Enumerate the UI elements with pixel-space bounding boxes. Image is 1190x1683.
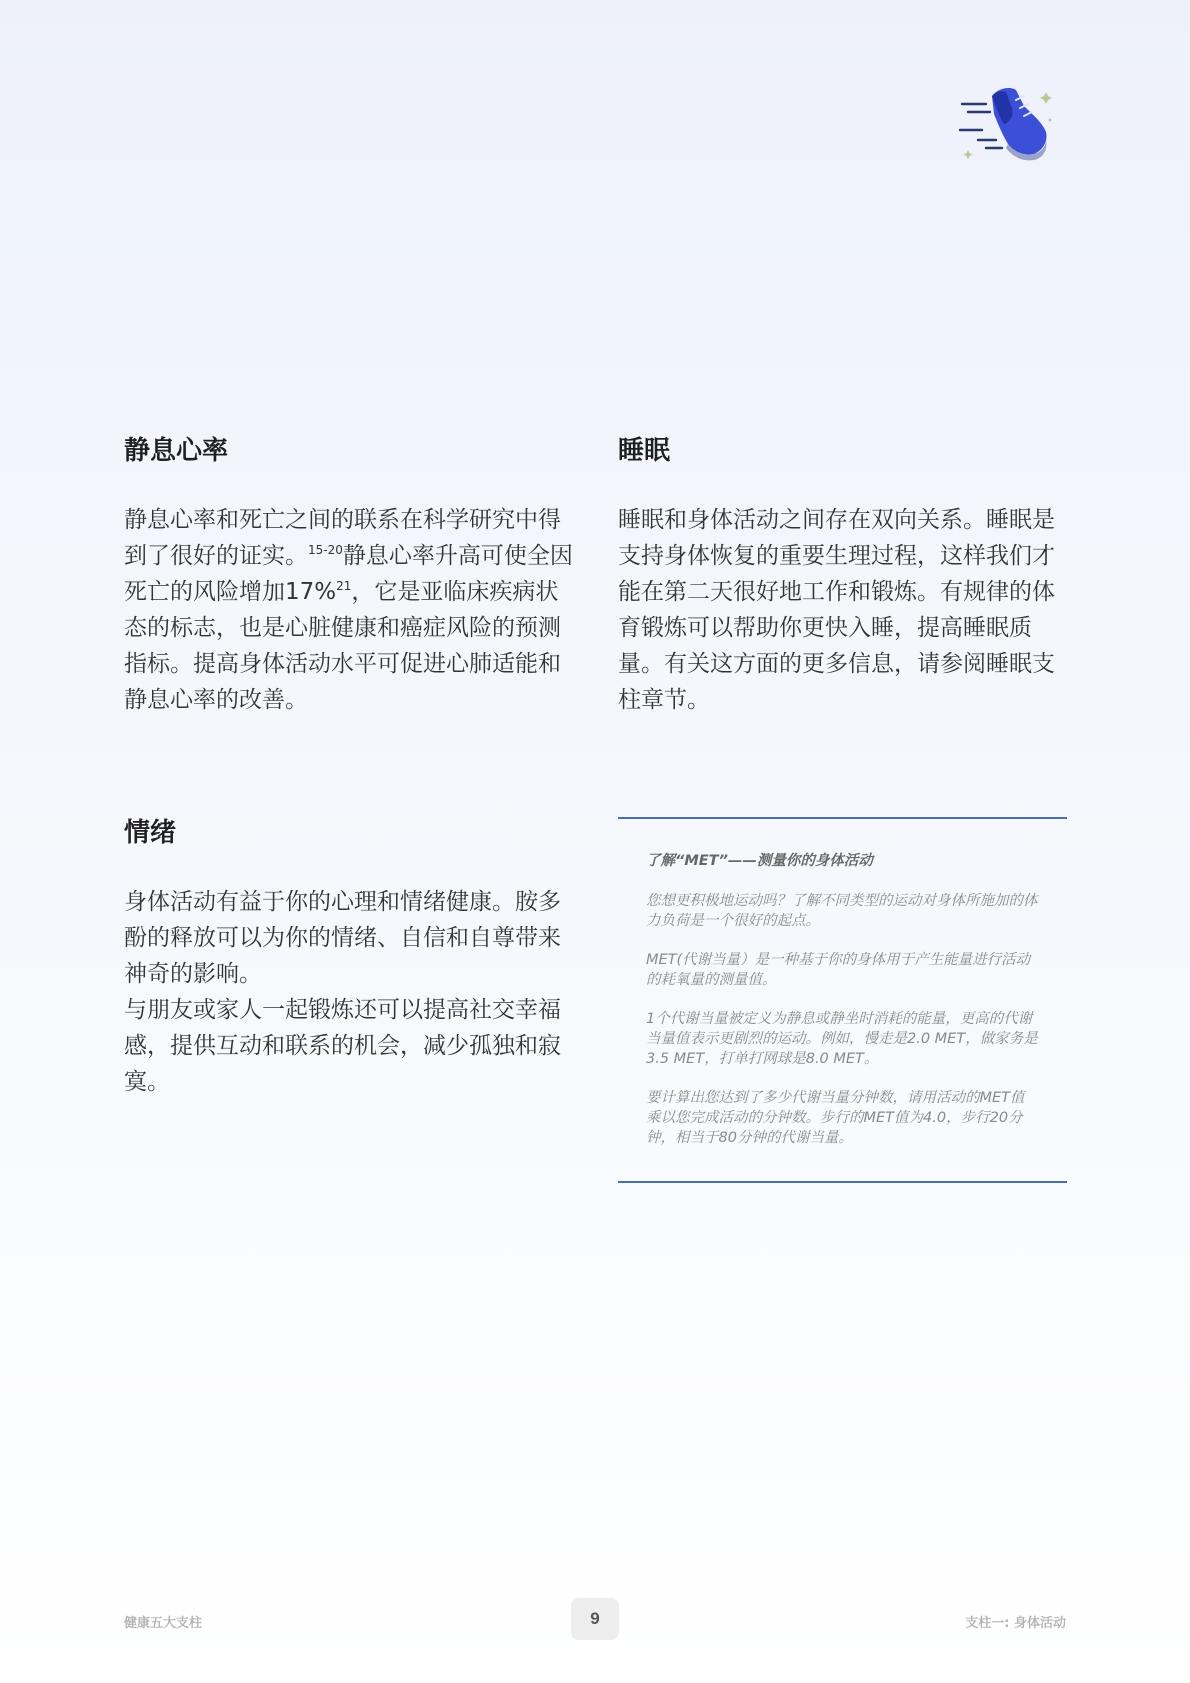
resting-heart-rate-text-c: ，它是亚临床疾病状态的标志，也是心脏健康和癌症风险的预测指标。提高身体活动水平可促进心肺适能和静息心率的改善。 xyxy=(124,579,561,713)
footer-chapter-title: 支柱一: 身体活动 xyxy=(965,1616,1066,1631)
running-shoe-icon xyxy=(958,84,1054,164)
met-info-paragraph: 要计算出您达到了多少代谢当量分钟数，请用活动的MET值乘以您完成活动的分钟数。步行的MET值为4.0，步行20分钟，相当于80分钟的代谢当量。 xyxy=(646,1090,1025,1146)
section-title-resting-heart-rate: 静息心率 xyxy=(124,436,229,466)
footer-document-title: 健康五大支柱 xyxy=(124,1616,203,1631)
resting-heart-rate-body xyxy=(124,502,574,718)
page-number: 9 xyxy=(571,1598,619,1640)
reference-superscript: 21 xyxy=(336,579,352,593)
reference-superscript: 15-20 xyxy=(308,543,343,557)
met-info-title: 了解“MET”——测量你的身体活动 xyxy=(646,853,873,869)
met-info-paragraph: MET(代谢当量）是一种基于你的身体用于产生能量进行活动的耗氧量的测量值。 xyxy=(646,952,1031,988)
resting-heart-rate-text-a: 静息心率和死亡之间的联系在科学研究中得到了很好的证实。 xyxy=(124,507,561,569)
section-title-mood: 情绪 xyxy=(124,818,177,848)
mood-body-paragraph-2: 与朋友或家人一起锻炼还可以提高社交幸福感，提供互动和联系的机会，减少孤独和寂寞。 xyxy=(124,997,561,1095)
resting-heart-rate-text-b: 静息心率升高可使全因死亡的风险增加17% xyxy=(124,543,573,605)
met-info-box xyxy=(618,817,1067,1183)
met-info-paragraph: 您想更积极地运动吗？了解不同类型的运动对身体所施加的体力负荷是一个很好的起点。 xyxy=(646,893,1038,929)
met-info-paragraph: 1个代谢当量被定义为静息或静坐时消耗的能量，更高的代谢当量值表示更剧烈的运动。例如，慢走是2.0 MET，做家务是3.5 MET，打单打网球是8.0 MET。 xyxy=(646,1011,1038,1067)
mood-body-paragraph-1: 身体活动有益于你的心理和情绪健康。胺多酚的释放可以为你的情绪、自信和自尊带来神奇的影响。 xyxy=(124,889,561,987)
section-title-sleep: 睡眠 xyxy=(618,436,671,466)
sleep-body: 睡眠和身体活动之间存在双向关系。睡眠是支持身体恢复的重要生理过程，这样我们才能在第二天很好地工作和锻炼。有规律的体育锻炼可以帮助你更快入睡，提高睡眠质量。有关这方面的更多信息，请参阅睡眠支柱章节。 xyxy=(618,507,1055,713)
